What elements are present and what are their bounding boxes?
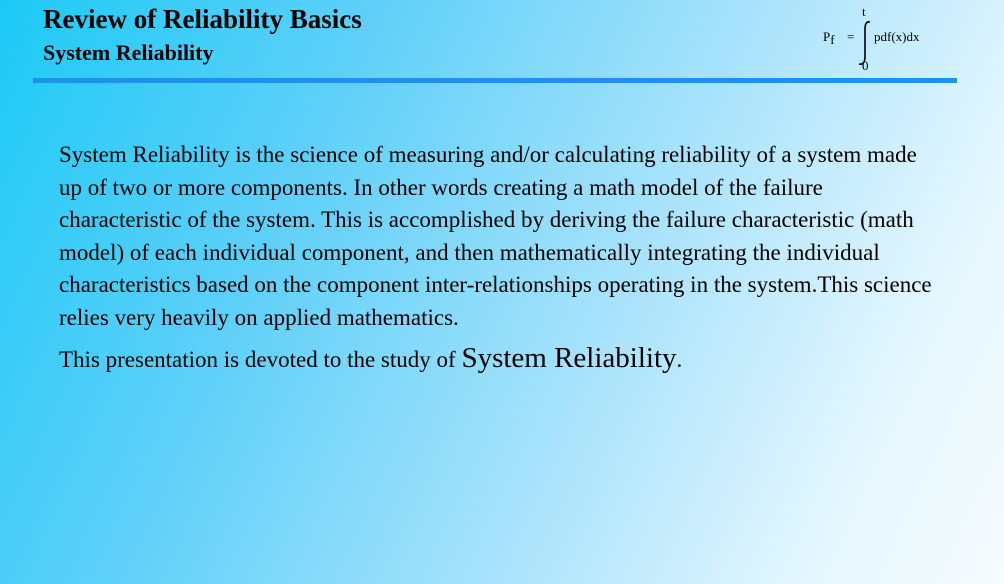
- header-divider: [33, 78, 957, 83]
- slide-subtitle: System Reliability: [43, 40, 214, 65]
- paragraph-2-suffix: .: [676, 347, 683, 372]
- paragraph-2-prefix: This presentation is devoted to the study of: [59, 347, 462, 372]
- slide-title: Review of Reliability Basics: [43, 4, 362, 34]
- formula-upper-limit: t: [862, 4, 866, 19]
- slide-body: [59, 139, 939, 377]
- formula-integrand: pdf(x)dx: [874, 29, 920, 44]
- formula-lhs-symbol: P: [823, 29, 831, 44]
- body-paragraph-1: System Reliability is the science of measuring and/or calculating reliability of a system made up of two or more components. In other words creating a math model of the failure characteristic of the system. This is accomplished by deriving the failure characteristic (math model) of each individual component, and then mathematically integrating the individual characteristics based on the component inter-relationships operating in the system.This science relies very heavily on applied mathematics.: [59, 142, 932, 330]
- body-paragraph-2: [59, 342, 939, 377]
- formula-lhs: [823, 29, 835, 47]
- formula-lower-limit: 0: [862, 58, 869, 73]
- paragraph-2-emphasis: System Reliability: [461, 342, 677, 374]
- formula-equals: =: [847, 29, 855, 44]
- formula-lhs-subscript: f: [830, 32, 835, 47]
